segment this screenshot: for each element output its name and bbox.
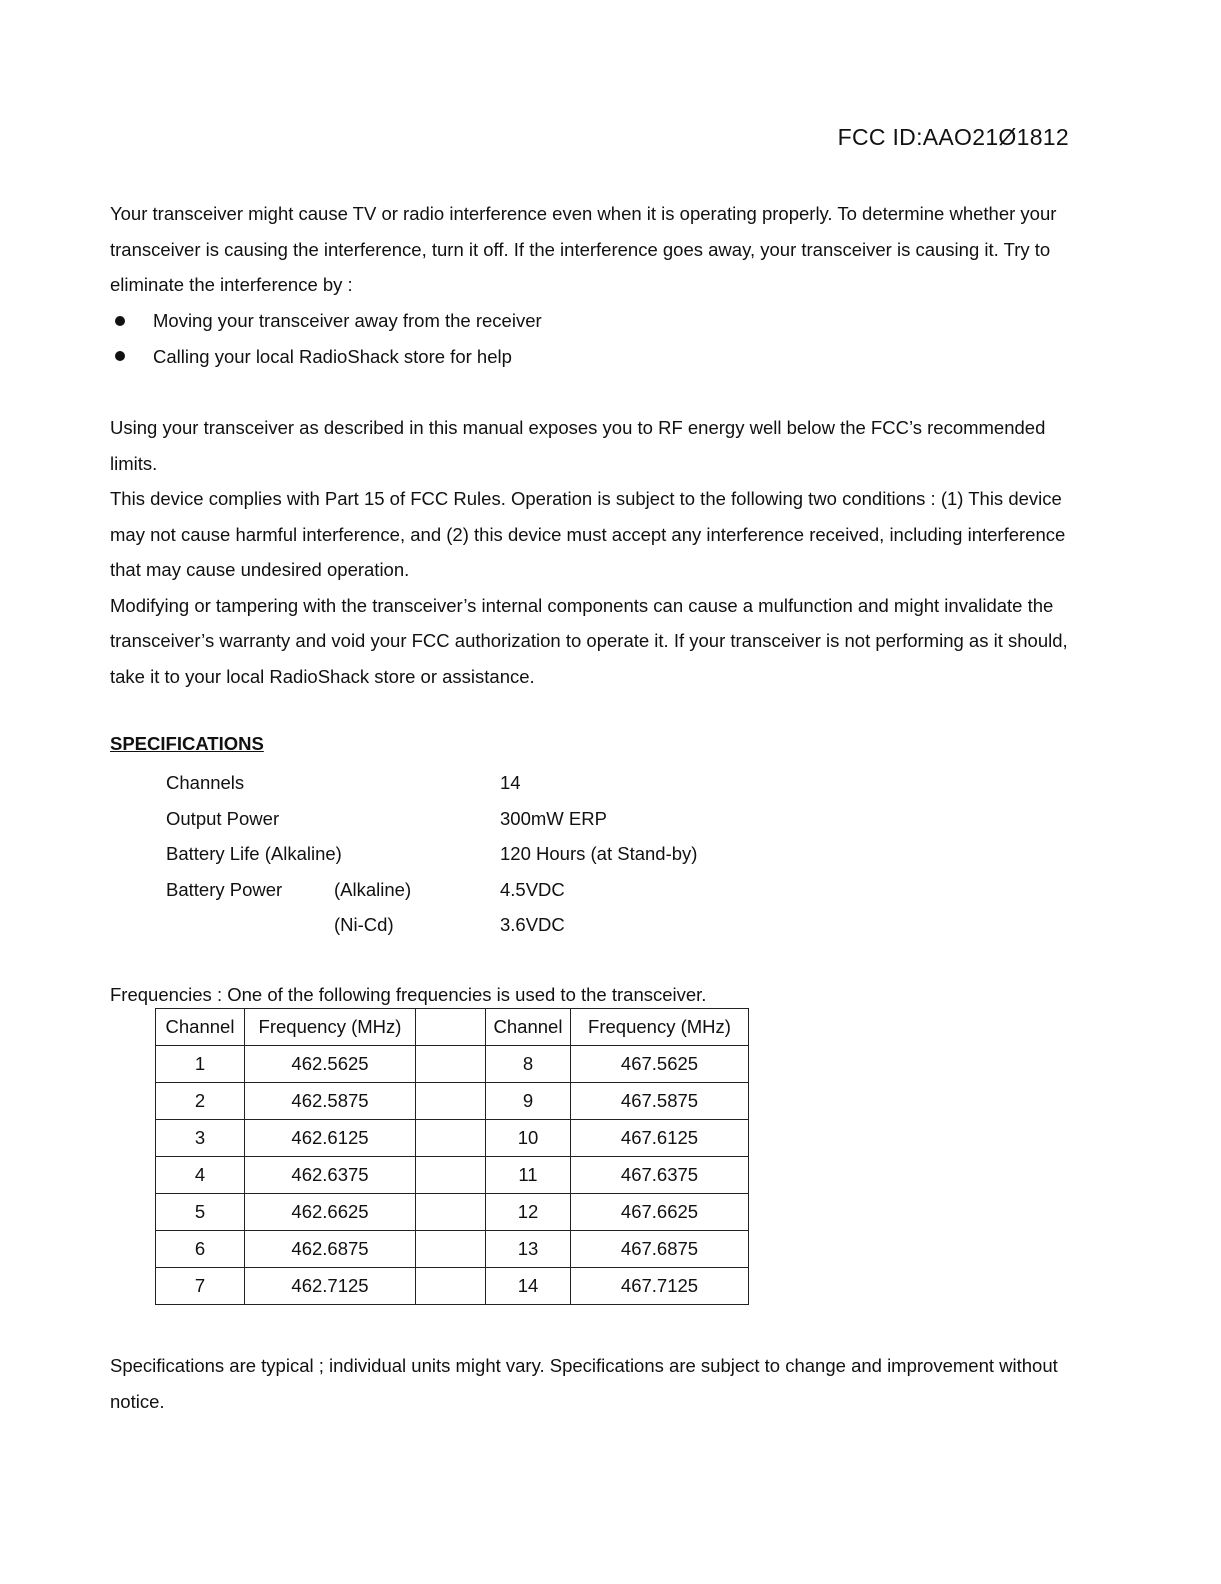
table-row (156, 1157, 749, 1194)
spec-sublabel: (Alkaline) (334, 878, 412, 900)
spacer-cell (416, 1231, 486, 1268)
channel-cell: 3 (156, 1120, 245, 1157)
spacer-cell (416, 1120, 486, 1157)
table-row (156, 1231, 749, 1268)
spacer-cell (416, 1157, 486, 1194)
bullet-icon (115, 316, 125, 326)
frequency-cell: 462.6875 (245, 1231, 416, 1268)
spec-value: 120 Hours (at Stand-by) (500, 843, 698, 864)
table-row (156, 1083, 749, 1120)
frequencies-intro: Frequencies : One of the following frequencies is used to the transceiver. (110, 984, 707, 1005)
column-header-frequency: Frequency (MHz) (571, 1009, 749, 1046)
table-row (156, 1194, 749, 1231)
table-row (156, 1120, 749, 1157)
rf-exposure-paragraph: Using your transceiver as described in this manual exposes you to RF energy well below the FCC’s recommended limits. (110, 417, 1046, 474)
channel-cell: 11 (486, 1157, 571, 1194)
frequency-cell: 467.5875 (571, 1083, 749, 1120)
column-header-channel: Channel (156, 1009, 245, 1046)
frequency-cell: 467.6125 (571, 1120, 749, 1157)
channel-cell: 10 (486, 1120, 571, 1157)
list-item (110, 339, 542, 375)
spacer-cell (416, 1194, 486, 1231)
channel-cell: 5 (156, 1194, 245, 1231)
modification-paragraph: Modifying or tampering with the transceiver’s internal components can cause a mulfunction and might invalidate the transceiver’s warranty and void your FCC authorization to operate it. If your transceiver is not performing as it should, take it to your local RadioShack store or assistance. (110, 594, 1068, 687)
frequency-cell: 462.5875 (245, 1083, 416, 1120)
channel-cell: 7 (156, 1268, 245, 1305)
frequency-cell: 462.5625 (245, 1046, 416, 1083)
channel-cell: 14 (486, 1268, 571, 1305)
interference-remedies-list (110, 303, 542, 374)
spec-value: 4.5VDC (500, 878, 565, 900)
column-header-frequency: Frequency (MHz) (245, 1009, 416, 1046)
spec-value: 14 (500, 772, 521, 793)
spec-sublabel: (Ni-Cd) (334, 914, 394, 935)
channel-cell: 6 (156, 1231, 245, 1268)
spec-value: 3.6VDC (500, 914, 565, 935)
column-header-channel: Channel (486, 1009, 571, 1046)
list-item (110, 303, 542, 339)
channel-cell: 2 (156, 1083, 245, 1120)
spec-label: Battery Power (166, 878, 283, 900)
frequency-cell: 467.6375 (571, 1157, 749, 1194)
footer-note: Specifications are typical ; individual units might vary. Specifications are subject to change and improvement without notice. (110, 1355, 1058, 1412)
fcc-id: FCC ID:AAO21Ø1812 (837, 124, 1069, 150)
spec-label: Channels (166, 772, 245, 793)
frequency-cell: 462.7125 (245, 1268, 416, 1305)
spec-label: Output Power (166, 807, 280, 829)
frequency-table (155, 1008, 749, 1305)
channel-cell: 12 (486, 1194, 571, 1231)
channel-cell: 1 (156, 1046, 245, 1083)
frequency-cell: 467.6875 (571, 1231, 749, 1268)
spacer-cell (416, 1083, 486, 1120)
compliance-section (110, 410, 1080, 694)
channel-cell: 8 (486, 1046, 571, 1083)
frequency-cell: 467.7125 (571, 1268, 749, 1305)
channel-cell: 13 (486, 1231, 571, 1268)
frequency-cell: 467.6625 (571, 1194, 749, 1231)
table-row (156, 1268, 749, 1305)
channel-cell: 9 (486, 1083, 571, 1120)
frequency-cell: 462.6625 (245, 1194, 416, 1231)
list-item-text: Calling your local RadioShack store for help (153, 345, 512, 367)
table-row (156, 1046, 749, 1083)
frequency-cell: 462.6375 (245, 1157, 416, 1194)
spacer-cell (416, 1046, 486, 1083)
table-header-row (156, 1009, 749, 1046)
list-item-text: Moving your transceiver away from the receiver (153, 310, 542, 331)
frequency-cell: 462.6125 (245, 1120, 416, 1157)
frequency-table-body (156, 1046, 749, 1305)
frequency-cell: 467.5625 (571, 1046, 749, 1083)
interference-paragraph: Your transceiver might cause TV or radio interference even when it is operating properly. To determine whether your transceiver is causing the interference, turn it off. If the interference goes away, your transceiver is causing it. Try to eliminate the interference by : (110, 203, 1057, 295)
spec-label: Battery Life (Alkaline) (166, 843, 342, 864)
spacer-cell (416, 1268, 486, 1305)
spec-value: 300mW ERP (500, 807, 607, 829)
bullet-icon (115, 351, 125, 361)
spacer-cell (416, 1009, 486, 1046)
part15-paragraph: This device complies with Part 15 of FCC Rules. Operation is subject to the following two conditions : (1) This device may not cause harmful interference, and (2) this device must accept any interference received, including interference that may cause undesired operation. (110, 488, 1066, 580)
specifications-heading: SPECIFICATIONS (110, 733, 264, 754)
channel-cell: 4 (156, 1157, 245, 1194)
